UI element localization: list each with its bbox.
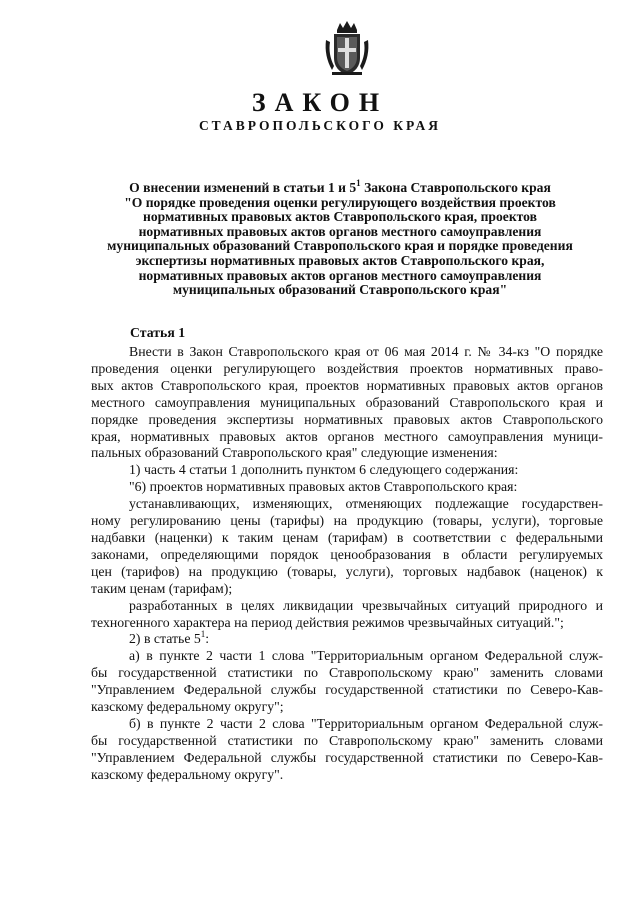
article-line: 2) в статье $5^1$:	[129, 629, 210, 647]
article-line: таким ценам (тарифам);	[91, 580, 233, 596]
title-line: муниципальных образований Ставропольского края и порядке проведения	[107, 238, 573, 254]
title-line: экспертизы нормативных правовых актов Ставропольского края,	[135, 252, 545, 268]
region-name: СТАВРОПОЛЬСКОГО КРАЯ	[198, 118, 442, 133]
article-line: "Управлением Федеральной службы государственной статистики по Северо-Кав-	[91, 749, 603, 765]
article-line: проведения оценки регулирующего воздействия проектов нормативных право-	[91, 360, 603, 376]
article-line: устанавливающих, изменяющих, отменяющих подлежащие государствен-	[129, 496, 603, 512]
article-line: порядке проведения экспертизы нормативных правовых актов Ставропольского	[91, 411, 603, 427]
document-type: ЗАКОН	[251, 88, 389, 117]
article-line: края, нормативных правовых актов органов местного самоуправления муници-	[91, 428, 603, 444]
article-heading: Статья 1	[130, 325, 186, 340]
article-line: законами, определяющими порядок ценообразования в области регулируемых	[91, 546, 603, 562]
article-line: цен (тарифов) на продукцию (товары, услуги), торговых надбавок (наценок) к	[91, 563, 603, 579]
article-body	[91, 344, 603, 784]
title-line: нормативных правовых актов Ставропольского края, проектов	[143, 209, 537, 225]
article-line: бы государственной статистики по Ставропольскому краю" заменить словами	[91, 732, 603, 748]
article-line: местного самоуправления муниципальных образований Ставропольского края и	[91, 394, 603, 410]
article-line: а) в пункте 2 части 1 слова "Территориальным органом Федеральной служ-	[129, 648, 603, 664]
article-line: пальных образований Ставропольского края" следующие изменения:	[91, 445, 498, 461]
article-line: казскому федеральному округу".	[91, 766, 284, 782]
article-line: б) в пункте 2 части 2 слова "Территориальным органом Федеральной служ-	[129, 715, 603, 731]
title-line: нормативных правовых актов органов местного самоуправления	[138, 267, 542, 283]
article-line: вых актов Ставропольского края, проектов нормативных правовых актов органов	[91, 377, 603, 393]
article-line: казскому федеральному округу";	[91, 699, 284, 715]
coat-of-arms-icon	[322, 20, 372, 78]
title-line: О внесении изменений в статьи 1 и $5^1$ Закона Ставропольского края	[129, 178, 551, 195]
article-line: 1) часть 4 статьи 1 дополнить пунктом 6 следующего содержания:	[129, 462, 519, 478]
law-title	[80, 178, 600, 298]
article-line: Внести в Закон Ставропольского края от 06 мая 2014 г. № 34-кз "О порядке	[129, 344, 603, 359]
article-line: ному регулированию цены (тарифы) на продукцию (товары, услуги), торговые	[91, 513, 603, 529]
article-line: надбавки (наценки) к таким ценам (тарифам) в соответствии с федеральными	[91, 529, 603, 545]
title-line: "О порядке проведения оценки регулирующего воздействия проектов	[124, 194, 556, 210]
article-line: "6) проектов нормативных правовых актов Ставропольского края:	[129, 479, 518, 495]
article-line: разработанных в целях ликвидации чрезвычайных ситуаций природного и	[129, 597, 603, 613]
article-line: бы государственной статистики по Ставропольскому краю" заменить словами	[91, 665, 603, 681]
title-line: нормативных правовых актов органов местного самоуправления	[138, 223, 542, 239]
title-line: муниципальных образований Ставропольского края"	[172, 282, 508, 298]
article-line: техногенного характера на период действия режимов чрезвычайных ситуаций.";	[91, 614, 564, 630]
article-line: "Управлением Федеральной службы государственной статистики по Северо-Кав-	[91, 682, 603, 698]
